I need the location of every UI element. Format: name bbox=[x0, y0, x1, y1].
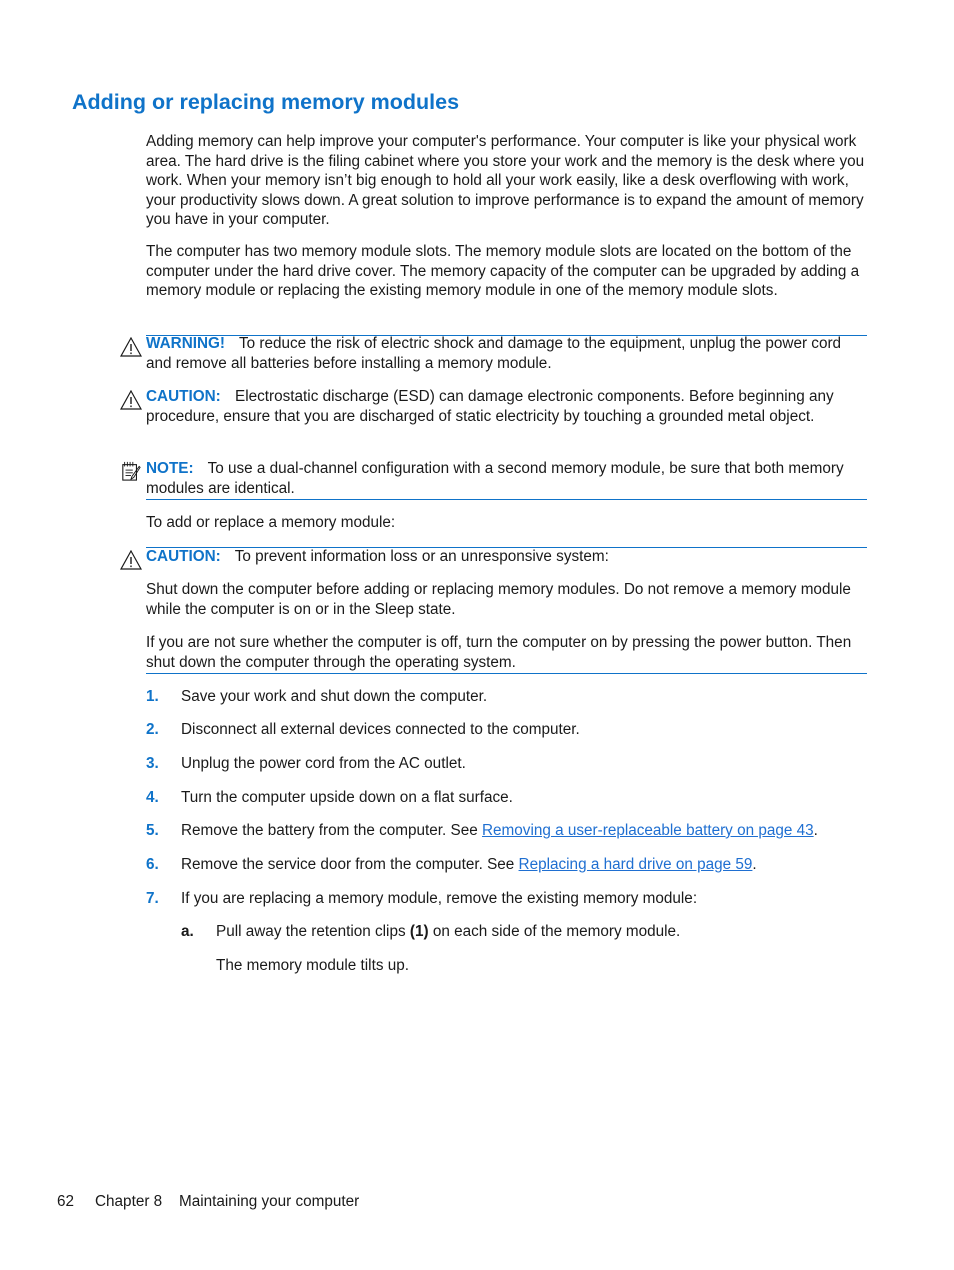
step-number: 5. bbox=[146, 822, 159, 839]
step-text bbox=[181, 821, 871, 841]
caution-text: To prevent information loss or an unresponsive system: bbox=[234, 548, 609, 565]
substep-text-after: on each side of the memory module. bbox=[428, 923, 681, 940]
step-number: 3. bbox=[146, 755, 159, 772]
caution-triangle-icon bbox=[120, 550, 142, 570]
step-text: Unplug the power cord from the AC outlet. bbox=[181, 755, 466, 772]
battery-removal-link[interactable]: Removing a user-replaceable battery on page 43 bbox=[482, 822, 814, 839]
lead-in-text: To add or replace a memory module: bbox=[146, 514, 396, 531]
substep-letter: a. bbox=[181, 923, 194, 940]
step-number: 1. bbox=[146, 688, 159, 705]
step-text-after-link: . bbox=[813, 822, 818, 839]
page-number: 62 bbox=[57, 1193, 75, 1210]
callout-number: (1) bbox=[409, 923, 429, 940]
warning-label: WARNING! bbox=[146, 335, 226, 352]
step-text: Turn the computer upside down on a flat surface. bbox=[181, 789, 513, 806]
caution-text: Electrostatic discharge (ESD) can damage electronic components. Before beginning any procedure, ensure that you are discharged of static electricity by touching a grounded metal object. bbox=[146, 388, 834, 425]
note-bottom-rule bbox=[146, 499, 867, 500]
step-number: 2. bbox=[146, 721, 159, 738]
substep-text bbox=[216, 922, 866, 942]
caution-label: CAUTION: bbox=[146, 548, 221, 565]
substep-text-before: Pull away the retention clips bbox=[216, 923, 410, 940]
caution-notice-esd bbox=[146, 387, 866, 426]
step-number: 6. bbox=[146, 856, 159, 873]
note-text: To use a dual-channel configuration with a second memory module, be sure that both memory modules are identical. bbox=[146, 460, 844, 497]
substep-result: The memory module tilts up. bbox=[216, 957, 409, 974]
step-text: Disconnect all external devices connected to the computer. bbox=[181, 721, 580, 738]
step-text-before-link: Remove the service door from the computer. See bbox=[181, 856, 519, 873]
step-text-before-link: Remove the battery from the computer. See bbox=[181, 822, 482, 839]
step-text: If you are replacing a memory module, remove the existing memory module: bbox=[181, 890, 698, 907]
caution-notice-data-loss bbox=[146, 547, 866, 567]
note-pad-icon bbox=[120, 461, 142, 481]
step-number: 7. bbox=[146, 890, 159, 907]
caution2-bottom-rule bbox=[146, 673, 867, 674]
caution-detail-2: If you are not sure whether the computer is off, turn the computer on by pressing the power button. Then shut down the computer through the operating system. bbox=[146, 634, 852, 671]
chapter-title: Maintaining your computer bbox=[179, 1193, 360, 1210]
hard-drive-replacement-link[interactable]: Replacing a hard drive on page 59 bbox=[518, 856, 753, 873]
section-heading: Adding or replacing memory modules bbox=[72, 90, 460, 114]
step-number: 4. bbox=[146, 789, 159, 806]
caution-triangle-icon bbox=[120, 390, 142, 410]
warning-notice bbox=[146, 334, 866, 373]
warning-triangle-icon bbox=[120, 337, 142, 357]
intro-paragraph-2: The computer has two memory module slots. The memory module slots are located on the bottom of the computer under the hard drive cover. The memory capacity of the computer can be upgraded by adding a memory module or replacing the existing memory module in one of the memory module slots. bbox=[146, 243, 860, 300]
note-notice bbox=[146, 459, 866, 498]
caution-label: CAUTION: bbox=[146, 388, 221, 405]
note-label: NOTE: bbox=[146, 460, 194, 477]
step-text: Save your work and shut down the computer. bbox=[181, 688, 488, 705]
chapter-label: Chapter 8 bbox=[95, 1193, 163, 1210]
step-text-after-link: . bbox=[752, 856, 757, 873]
intro-paragraph-1: Adding memory can help improve your computer's performance. Your computer is like your physical work area. The hard drive is the filing cabinet where you store your work and the memory is the desk where you work. When your memory isn’t big enough to hold all your work easily, like a desk overflowing with work, your productivity slows down. A great solution to improve performance is to expand the amount of memory you have in your computer. bbox=[146, 133, 865, 229]
caution-detail-1: Shut down the computer before adding or replacing memory modules. Do not remove a memory module while the computer is on or in the Sleep state. bbox=[146, 581, 851, 618]
warning-text: To reduce the risk of electric shock and damage to the equipment, unplug the power cord and remove all batteries before installing a memory module. bbox=[146, 335, 842, 372]
step-text bbox=[181, 855, 871, 875]
